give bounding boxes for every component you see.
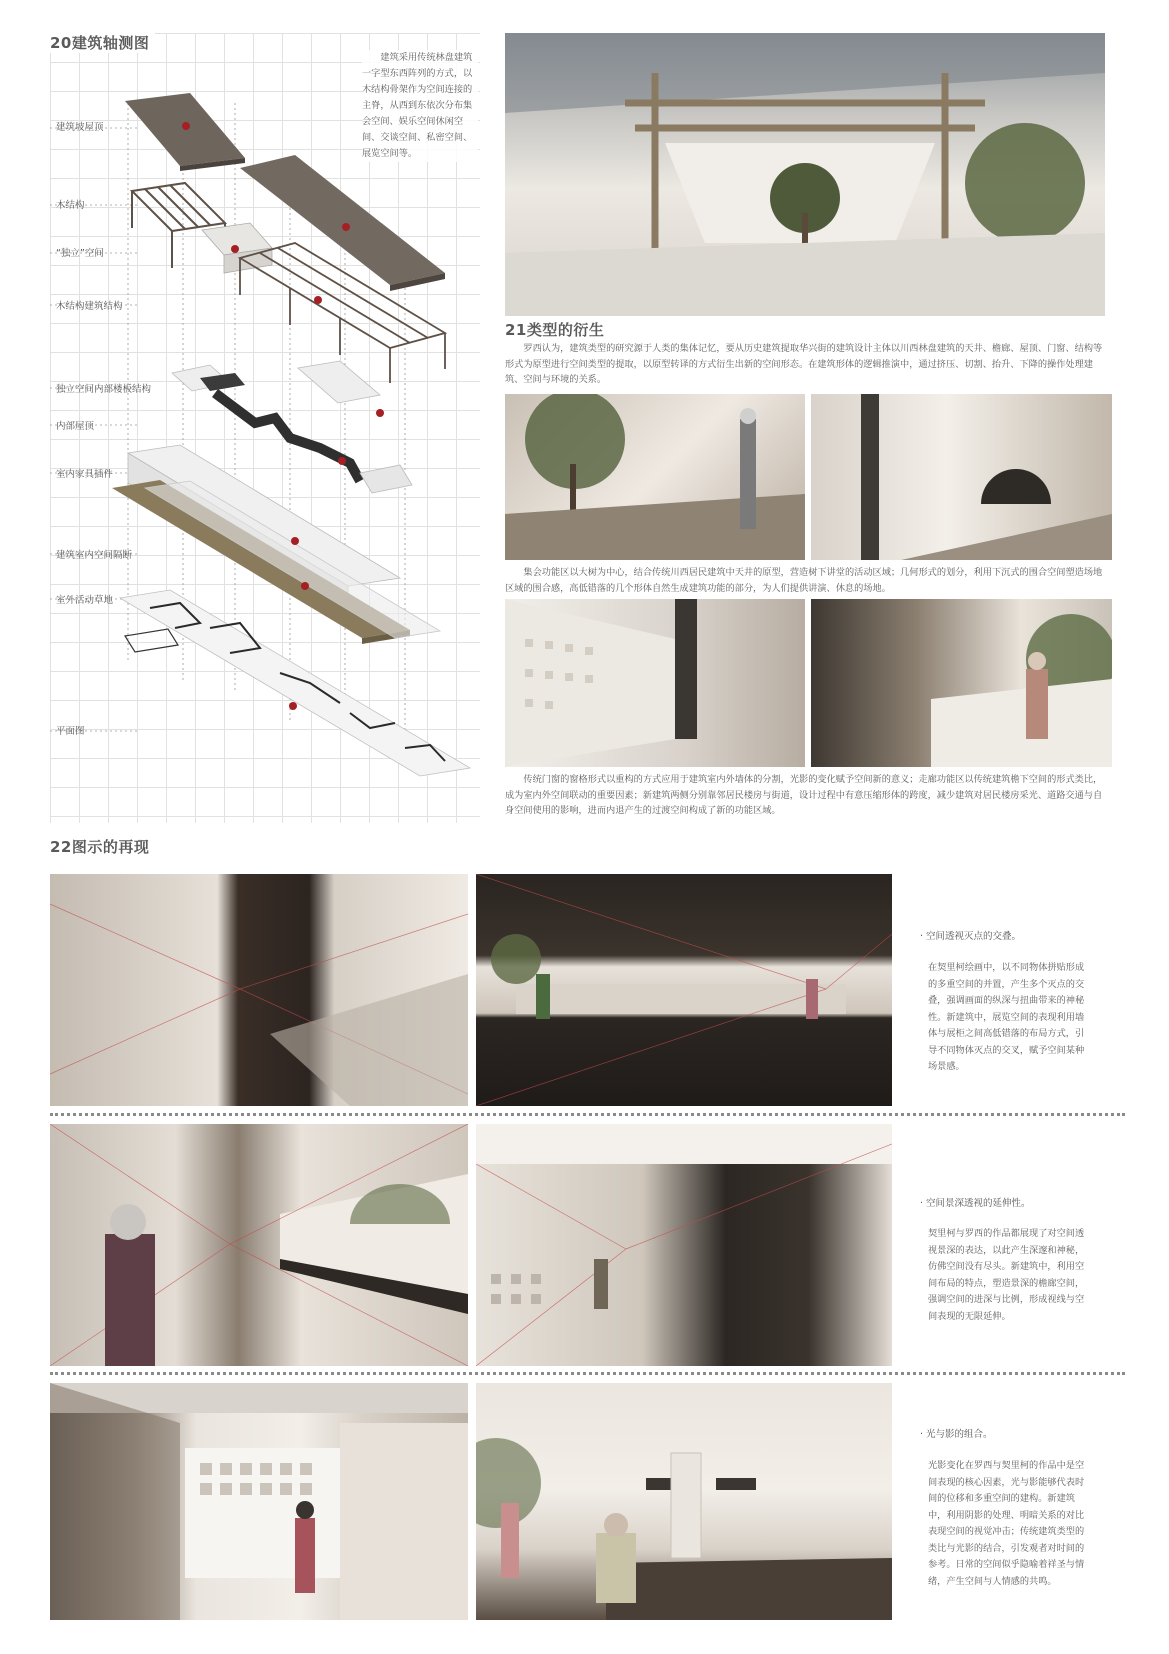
render-tree-courtyard <box>505 33 1105 316</box>
render-depth-perspective-1 <box>50 1124 468 1366</box>
label-roof: 建筑坡屋顶 <box>56 122 104 133</box>
label-grass: 室外活动草地 <box>56 595 114 606</box>
label-timber-structure: 木结构建筑结构 <box>56 301 123 312</box>
block-1-title: · 空间透视灭点的交叠。 <box>920 931 1022 942</box>
block-2-title: · 空间景深透视的延伸性。 <box>920 1198 1031 1209</box>
section-21-title: 21类型的衍生 <box>505 321 605 339</box>
section-21-para3: 传统门窗的窗格形式以重构的方式应用于建筑室内外墙体的分割，光影的变化赋予空间新的意义；走廊功能区以传统建筑檐下空间的形式类比，成为室内外空间联动的重要因素；新建筑两侧分别靠邻居民楼房与街道，设计过程中有意压缩形体的跨度，减少建筑对居民楼房采光、道路交通与自身空间使用的影响，进而内退产生的过渡空间构成了新的功能区域。 <box>505 774 1103 816</box>
label-partition: 建筑室内空间隔断 <box>56 550 133 561</box>
section-21-para2: 集会功能区以大树为中心，结合传统川西居民建筑中天井的原型，营造树下讲堂的活动区域；几何形式的划分，利用下沉式的围合空间塑造场地区域的围合感，高低错落的几个形体自然生成建筑功能的部分，为人们提供讲演、休息的场地。 <box>505 567 1103 594</box>
render-elderly-corridor <box>811 599 1112 767</box>
section-20-intro: 建筑采用传统林盘建筑一字型东西阵列的方式，以木结构骨架作为空间连接的主脊，从西到东依次分布集会空间、娱乐空间休闲空间、交谈空间、私密空间、展览空间等。 <box>362 50 478 162</box>
axonometric-drawing <box>50 33 480 823</box>
render-lattice-corridor <box>505 599 805 767</box>
divider-1 <box>50 1113 1125 1116</box>
block-3-title: · 光与影的组合。 <box>920 1429 993 1440</box>
render-gathering-space <box>505 394 805 560</box>
render-depth-perspective-2 <box>476 1124 892 1366</box>
block-2-text: 契里柯与罗西的作品都展现了对空间透视景深的表达，以此产生深邃和神秘，仿佛空间没有尽头。新建筑中，利用空间布局的特点，塑造景深的檐廊空间，强调空间的进深与比例，形成视线与空间表现的无限延伸。 <box>928 1228 1085 1322</box>
label-floor-slab: 独立空间内部楼板结构 <box>56 384 152 395</box>
section-21-para1: 罗西认为，建筑类型的研究源于人类的集体记忆，要从历史建筑提取华兴街的建筑设计主体以川西林盘建筑的天井、檐廊、屋顶、门窗、结构等形式为原型进行空间类型的提取，以原型转译的方式衍生出新的空间形态。在建筑形体的逻辑推演中，通过挤压、切割、抬升、下降的操作处理建筑、空间与环境的关系。 <box>505 343 1103 385</box>
section-22-title: 22图示的再现 <box>50 838 150 856</box>
label-timber: 木结构 <box>56 200 85 211</box>
render-light-shadow-2 <box>476 1383 892 1620</box>
render-corridor-arch <box>811 394 1112 560</box>
render-light-shadow-1 <box>50 1383 468 1620</box>
render-vanishing-point-1 <box>50 874 468 1106</box>
divider-2 <box>50 1372 1125 1375</box>
label-inner-roof: 内部屋顶 <box>56 421 95 432</box>
label-independent-space: “独立”空间 <box>56 248 104 259</box>
section-20-title: 20建筑轴测图 <box>50 32 155 53</box>
label-furniture: 室内家具插件 <box>56 469 114 480</box>
render-vanishing-point-2 <box>476 874 892 1106</box>
label-plan: 平面图 <box>56 726 85 737</box>
block-1-text: 在契里柯绘画中，以不同物体拼贴形成的多重空间的并置，产生多个灭点的交叠，强调画面的纵深与扭曲带来的神秘性。新建筑中，展览空间的表现利用墙体与展柜之间高低错落的布局方式，引导不同物体灭点的交叉，赋予空间某种场景感。 <box>928 962 1085 1072</box>
block-3-text: 光影变化在罗西与契里柯的作品中是空间表现的核心因素，光与影能够代表时间的位移和多重空间的建构。新建筑中，利用阴影的处理、明暗关系的对比表现空间的视觉冲击；传统建筑类型的类比与光影的结合，引发观者对时间的参考。日常的空间似乎隐喻着祥圣与情绪，产生空间与人情感的共鸣。 <box>928 1460 1085 1587</box>
